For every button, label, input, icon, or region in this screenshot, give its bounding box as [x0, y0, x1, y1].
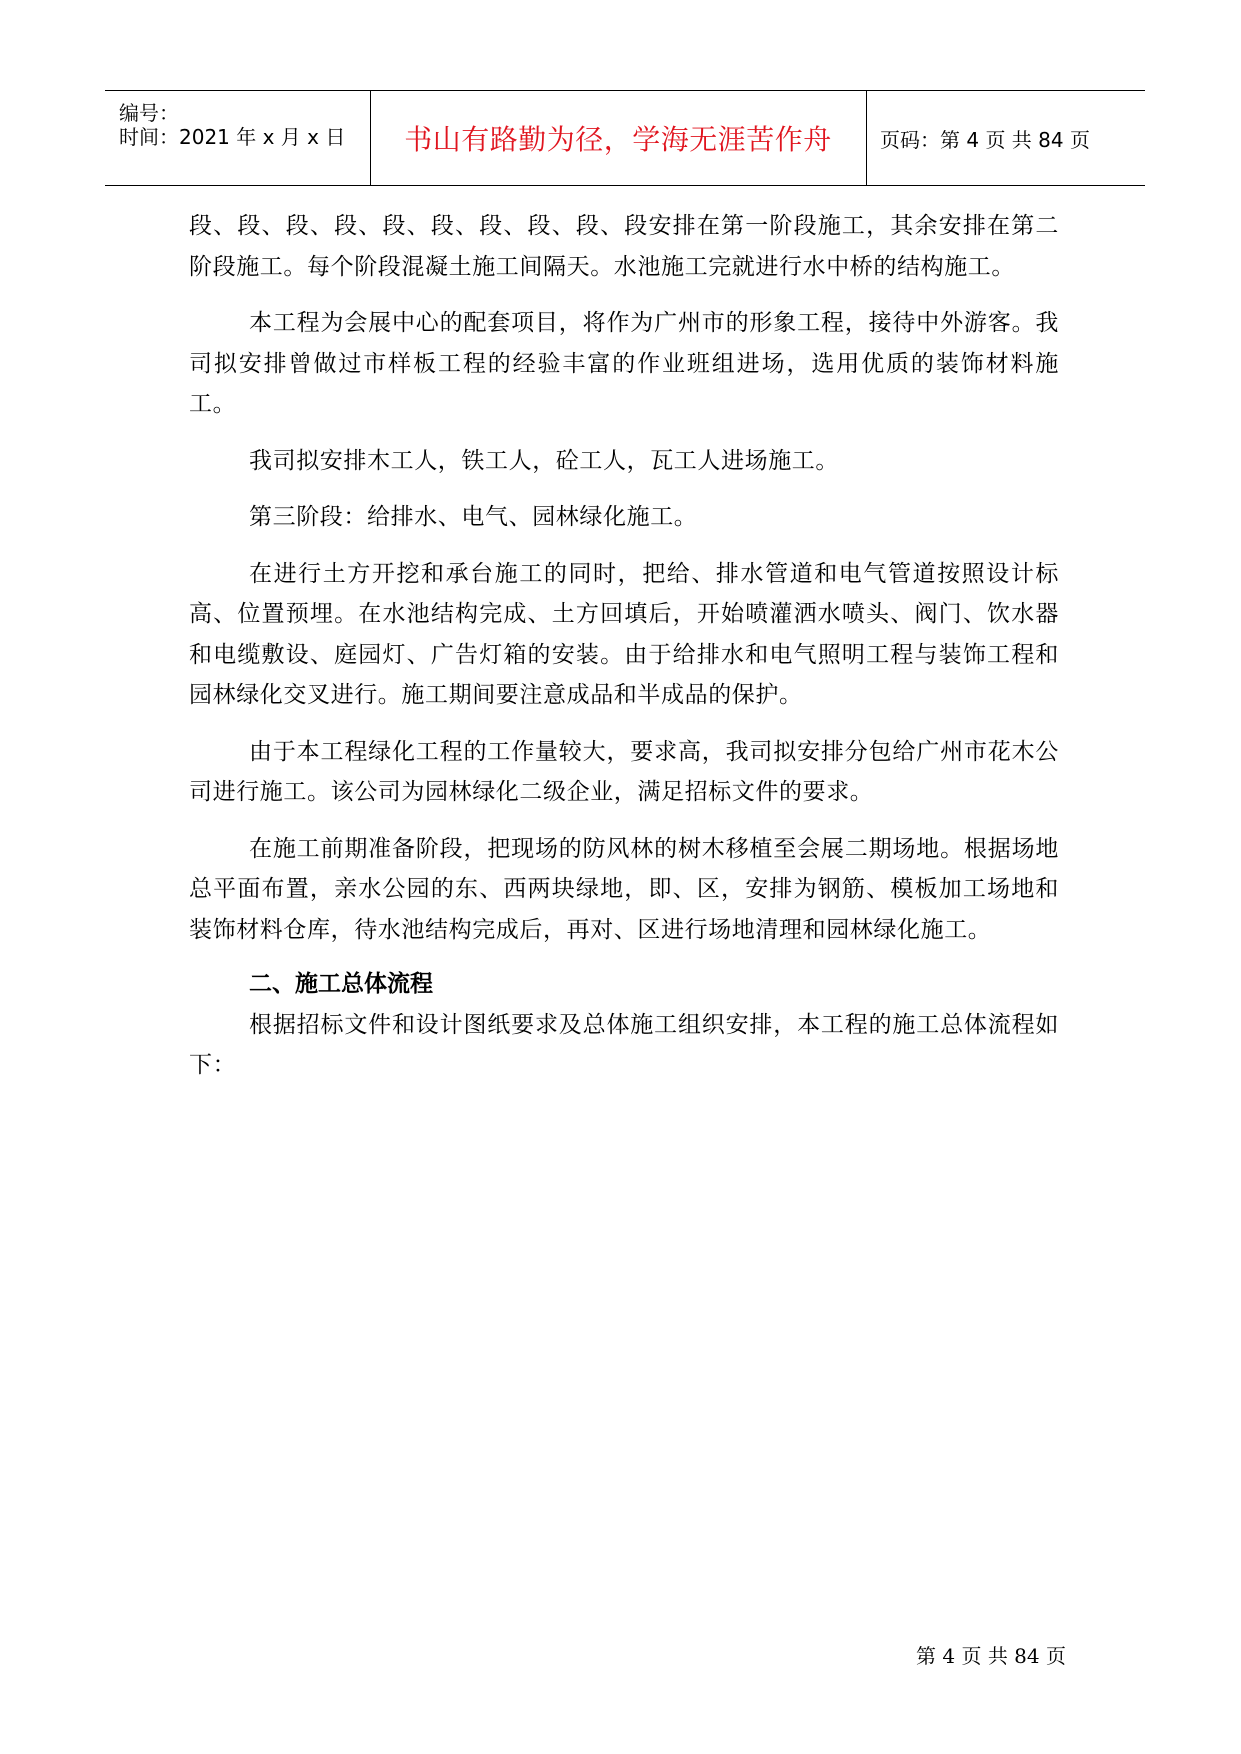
header-middle-cell [370, 91, 867, 185]
document-body [189, 206, 1059, 1086]
document-number-label: 编号： [119, 101, 179, 125]
body-paragraph: 段、段、段、段、段、段、段、段、段、段安排在第一阶段施工，其余安排在第二阶段施工。每个阶段混凝土施工间隔天。水池施工完就进行水中桥的结构施工。 [189, 213, 1059, 280]
page-header [105, 90, 1145, 186]
header-right-cell [867, 91, 1145, 185]
section-heading: 二、施工总体流程 [249, 971, 433, 997]
body-paragraph: 本工程为会展中心的配套项目，将作为广州市的形象工程，接待中外游客。我司拟安排曾做过市样板工程的经验丰富的作业班组进场，选用优质的装饰材料施工。 [189, 310, 1059, 417]
body-paragraph: 根据招标文件和设计图纸要求及总体施工组织安排，本工程的施工总体流程如下： [189, 1011, 1059, 1078]
header-page-info: 页码：第 4 页 共 84 页 [880, 127, 1090, 152]
document-time-label: 时间：2021 年 x 月 x 日 [119, 125, 346, 149]
body-paragraph: 在施工前期准备阶段，把现场的防风林的树木移植至会展二期场地。根据场地总平面布置，亲水公园的东、西两块绿地，即、区，安排为钢筋、模板加工场地和装饰材料仓库，待水池结构完成后，再对、区进行场地清理和园林绿化施工。 [189, 835, 1059, 943]
body-paragraph: 在进行土方开挖和承台施工的同时，把给、排水管道和电气管道按照设计标高、位置预埋。在水池结构完成、土方回填后，开始喷灌洒水喷头、阀门、饮水器和电缆敷设、庭园灯、广告灯箱的安装。由于给排水和电气照明工程与装饰工程和园林绿化交叉进行。施工期间要注意成品和半成品的保护。 [189, 560, 1059, 708]
body-paragraph: 由于本工程绿化工程的工作量较大，要求高，我司拟安排分包给广州市花木公司进行施工。该公司为园林绿化二级企业，满足招标文件的要求。 [189, 738, 1059, 805]
header-motto: 书山有路勤为径，学海无涯苦作舟 [404, 123, 832, 156]
body-paragraph: 第三阶段：给排水、电气、园林绿化施工。 [249, 504, 698, 530]
header-left-cell [105, 91, 371, 185]
body-paragraph: 我司拟安排木工人，铁工人，砼工人，瓦工人进场施工。 [249, 447, 839, 474]
page-footer: 第 4 页 共 84 页 [916, 1644, 1066, 1668]
